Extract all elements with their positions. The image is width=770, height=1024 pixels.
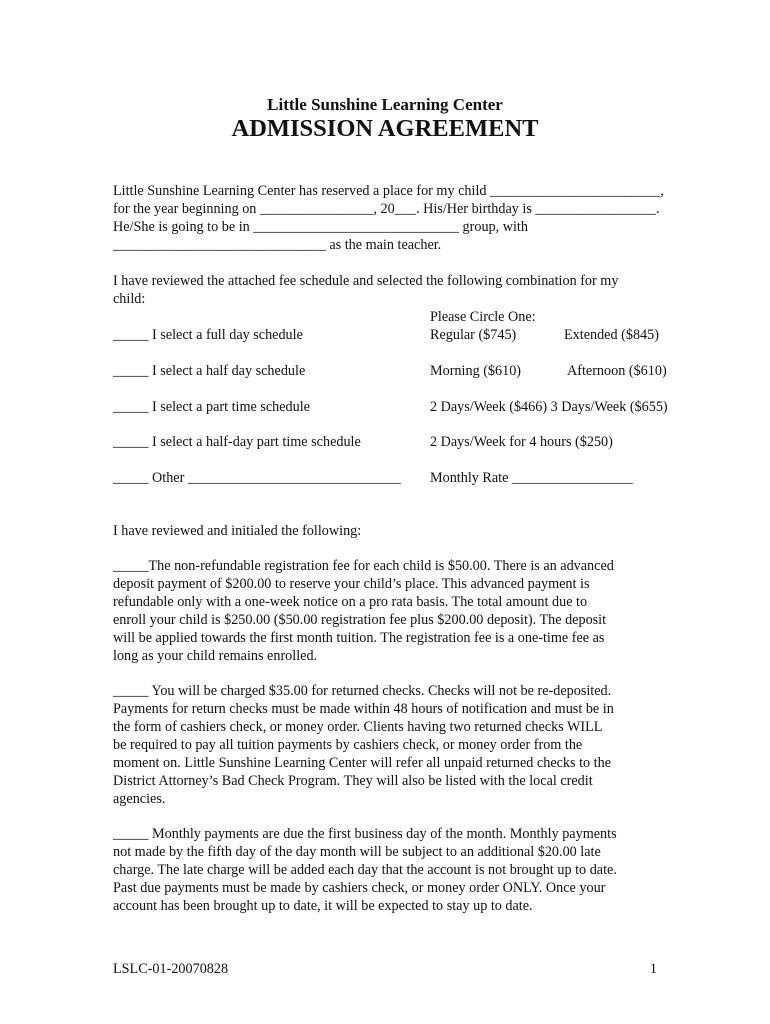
intro-line: He/She is going to be in _____________________________ group, with [113,219,528,235]
paragraph-line: enroll your child is $250.00 ($50.00 registration fee plus $200.00 deposit). The deposit [113,612,607,628]
option-label-full-day: _____ I select a full day schedule [113,327,303,343]
option-choice-extended: Extended ($845) [564,327,659,343]
paragraph-line: agencies. [113,791,166,807]
paragraph-line: deposit payment of $200.00 to reserve your child’s place. This advanced payment is [113,576,590,592]
paragraph-line: the form of cashiers check, or money order. Clients having two returned checks WILL [113,719,603,735]
fee-intro-line: I have reviewed the attached fee schedule and selected the following combination for my [113,273,619,289]
paragraph-line: moment on. Little Sunshine Learning Center will refer all unpaid returned checks to the [113,755,611,771]
paragraph-line: be required to pay all tuition payments by cashiers check, or money order from the [113,737,583,753]
option-choice-days-week: 2 Days/Week ($466) 3 Days/Week ($655) [430,399,668,415]
document-title: ADMISSION AGREEMENT [231,115,539,142]
paragraph-line: charge. The late charge will be added each day that the account is not brought up to date. [113,862,617,878]
fee-intro-paragraph [113,272,658,308]
fee-intro-line: child: [113,291,146,307]
paragraph-line: not made by the fifth day of the day month will be subject to an additional $20.00 late [113,844,601,860]
paragraph-line: _____The non-refundable registration fee for each child is $50.00. There is an advanced [113,558,614,574]
paragraph-line: _____ Monthly payments are due the first business day of the month. Monthly payments [113,826,617,842]
paragraph-line: Past due payments must be made by cashiers check, or money order ONLY. Once your [113,880,606,896]
intro-line: Little Sunshine Learning Center has reserved a place for my child ________________________, [113,183,664,199]
option-choice-regular: Regular ($745) [430,327,517,343]
document-code: LSLC-01-20070828 [113,961,229,977]
monthly-payments-paragraph [113,825,658,915]
option-label-half-day-part-time: _____ I select a half-day part time schedule [113,434,361,450]
org-name: Little Sunshine Learning Center [267,95,503,114]
paragraph-line: District Attorney’s Bad Check Program. They will also be listed with the local credit [113,773,593,789]
returned-checks-paragraph [113,682,658,808]
circle-header: Please Circle One: [430,309,536,325]
option-choice-morning: Morning ($610) [430,363,522,379]
paragraph-line: Payments for return checks must be made within 48 hours of notification and must be in [113,701,614,717]
intro-line: ______________________________ as the main teacher. [113,237,442,253]
option-label-other: _____ Other ______________________________ [113,470,401,486]
paragraph-line: account has been brought up to date, it will be expected to stay up to date. [113,898,533,914]
intro-line: for the year beginning on ________________, 20___. His/Her birthday is _________________. [113,201,660,217]
page-number: 1 [649,961,657,977]
option-choice-afternoon: Afternoon ($610) [567,363,667,379]
paragraph-line: refundable only with a one-week notice on a pro rata basis. The total amount due to [113,594,588,610]
paragraph-line: will be applied towards the first month tuition. The registration fee is a one-time fee as [113,630,605,646]
paragraph-line: _____ You will be charged $35.00 for returned checks. Checks will not be re-deposited. [113,683,612,699]
option-label-half-day: _____ I select a half day schedule [113,363,306,379]
option-monthly-rate: Monthly Rate _________________ [430,470,633,486]
paragraph-line: long as your child remains enrolled. [113,648,318,664]
intro-paragraph [113,182,664,254]
option-label-part-time: _____ I select a part time schedule [113,399,310,415]
initials-intro: I have reviewed and initialed the following: [113,523,362,539]
option-choice-four-hours: 2 Days/Week for 4 hours ($250) [430,434,613,450]
registration-fee-paragraph [113,557,658,665]
